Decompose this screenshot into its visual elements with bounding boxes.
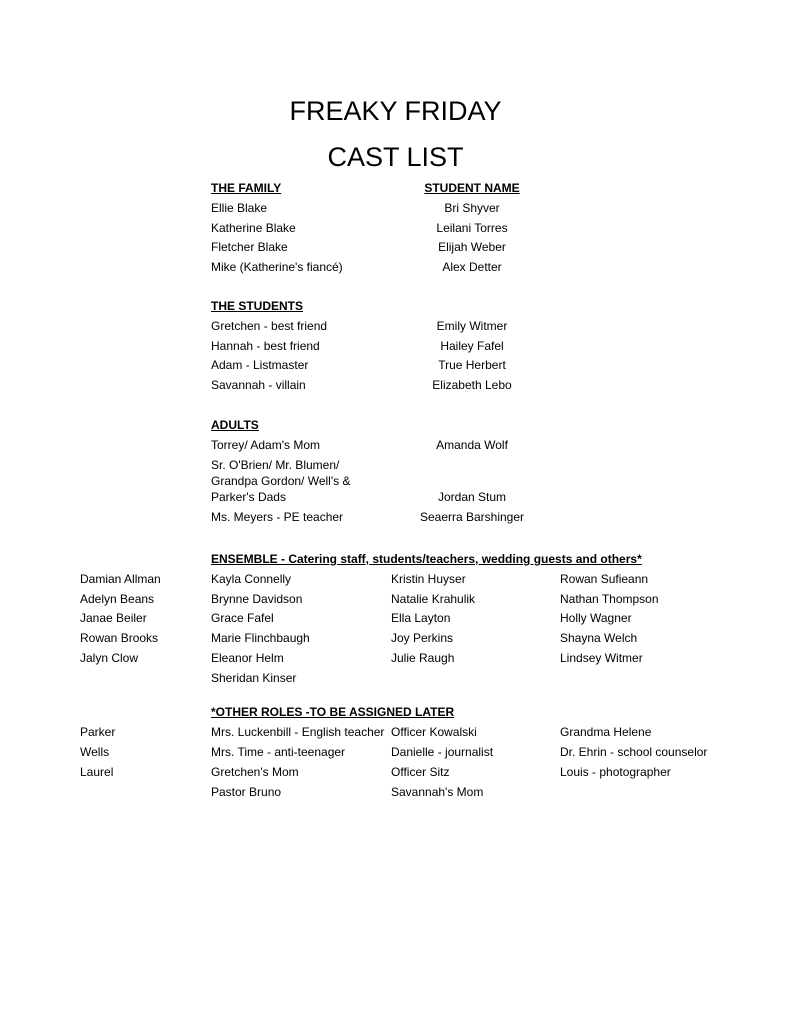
ensemble-member: Grace Fafel — [211, 611, 274, 625]
ensemble-member: Brynne Davidson — [211, 592, 303, 606]
adults-heading: ADULTS — [211, 418, 259, 432]
adults-role-line: Grandpa Gordon/ Well's & — [211, 474, 351, 488]
other-role: Savannah's Mom — [391, 785, 484, 799]
students-role: Savannah - villain — [211, 378, 306, 392]
family-role: Fletcher Blake — [211, 240, 288, 254]
other-role: Louis - photographer — [560, 765, 671, 779]
ensemble-member: Kayla Connelly — [211, 572, 292, 586]
other-role: Mrs. Luckenbill - English teacher — [211, 725, 385, 739]
adults-role-line: Sr. O'Brien/ Mr. Blumen/ — [211, 458, 340, 472]
adults-role-line: Parker's Dads — [211, 490, 286, 504]
family-actor: Alex Detter — [442, 260, 502, 274]
ensemble-member: Sheridan Kinser — [211, 671, 297, 685]
adults-role: Ms. Meyers - PE teacher — [211, 510, 344, 524]
adults-actor: Seaerra Barshinger — [419, 510, 525, 524]
other-role: Officer Kowalski — [391, 725, 477, 739]
family-role: Mike (Katherine's fiancé) — [211, 260, 343, 274]
ensemble-member: Natalie Krahulik — [391, 592, 476, 606]
family-actor: Elijah Weber — [438, 240, 506, 254]
other-role: Gretchen's Mom — [211, 765, 299, 779]
students-role: Adam - Listmaster — [211, 358, 309, 372]
other-role: Dr. Ehrin - school counselor — [560, 745, 708, 759]
family-actor: Bri Shyver — [444, 201, 500, 215]
family-role: Katherine Blake — [211, 221, 296, 235]
adults-actor: Jordan Stum — [437, 490, 507, 504]
ensemble-member: Shayna Welch — [560, 631, 638, 645]
other-role: Officer Sitz — [391, 765, 450, 779]
students-heading: THE STUDENTS — [211, 299, 304, 313]
students-actor: Emily Witmer — [436, 319, 508, 333]
adults-role: Torrey/ Adam's Mom — [211, 438, 320, 452]
other-role: Wells — [80, 745, 110, 759]
other-roles-heading: *OTHER ROLES -TO BE ASSIGNED LATER — [211, 705, 455, 719]
document-title-line1: FREAKY FRIDAY — [289, 96, 502, 126]
ensemble-member: Rowan Brooks — [80, 631, 159, 645]
other-role: Grandma Helene — [560, 725, 652, 739]
ensemble-heading: ENSEMBLE - Catering staff, students/teachers, wedding guests and others* — [211, 552, 642, 566]
family-role: Ellie Blake — [211, 201, 268, 215]
ensemble-member: Adelyn Beans — [80, 592, 155, 606]
ensemble-member: Nathan Thompson — [560, 592, 659, 606]
ensemble-member: Marie Flinchbaugh — [211, 631, 310, 645]
ensemble-member: Joy Perkins — [391, 631, 454, 645]
ensemble-member: Jalyn Clow — [80, 651, 139, 665]
ensemble-member: Eleanor Helm — [211, 651, 284, 665]
family-actor: Leilani Torres — [436, 221, 508, 235]
ensemble-member: Kristin Huyser — [391, 572, 466, 586]
ensemble-member: Janae Beiler — [80, 611, 147, 625]
students-role: Gretchen - best friend — [211, 319, 328, 333]
other-role: Pastor Bruno — [211, 785, 282, 799]
ensemble-member: Lindsey Witmer — [560, 651, 643, 665]
ensemble-member: Ella Layton — [391, 611, 451, 625]
ensemble-member: Holly Wagner — [560, 611, 632, 625]
other-role: Laurel — [80, 765, 114, 779]
other-role: Danielle - journalist — [391, 745, 494, 759]
family-heading: THE FAMILY — [211, 181, 282, 195]
students-actor: True Herbert — [438, 358, 506, 372]
other-role: Mrs. Time - anti-teenager — [211, 745, 346, 759]
ensemble-member: Rowan Sufieann — [560, 572, 649, 586]
students-actor: Elizabeth Lebo — [432, 378, 512, 392]
ensemble-member: Damian Allman — [80, 572, 161, 586]
ensemble-member: Julie Raugh — [391, 651, 455, 665]
other-role: Parker — [80, 725, 116, 739]
students-actor: Hailey Fafel — [440, 339, 504, 353]
students-role: Hannah - best friend — [211, 339, 320, 353]
student-name-heading: STUDENT NAME — [424, 181, 520, 195]
document-title-line2: CAST LIST — [327, 142, 464, 172]
adults-actor: Amanda Wolf — [436, 438, 508, 452]
